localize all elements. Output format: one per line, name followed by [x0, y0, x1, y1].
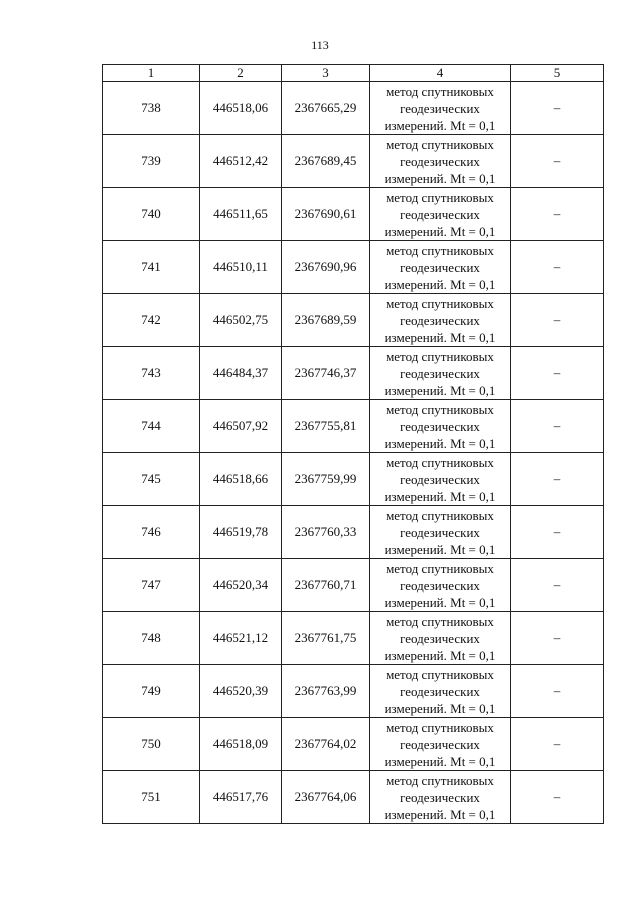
cell-x-coordinate: 446521,12	[200, 612, 282, 665]
cell-method	[370, 188, 511, 241]
method-text-line: измерений. Mt = 0,1	[384, 276, 496, 292]
method-text-line: измерений. Mt = 0,1	[384, 594, 496, 610]
cell-method	[370, 347, 511, 400]
cell-x-coordinate: 446519,78	[200, 506, 282, 559]
cell-x-coordinate: 446510,11	[200, 241, 282, 294]
method-text-line: метод спутниковых	[386, 507, 494, 523]
cell-x-coordinate: 446502,75	[200, 294, 282, 347]
cell-note: –	[511, 506, 604, 559]
cell-point-number: 740	[103, 188, 200, 241]
cell-point-number: 746	[103, 506, 200, 559]
cell-point-number: 745	[103, 453, 200, 506]
column-header-5: 5	[511, 65, 604, 82]
method-text-line: геодезических	[400, 259, 480, 275]
column-header-2: 2	[200, 65, 282, 82]
method-text-line: метод спутниковых	[386, 666, 494, 682]
cell-y-coordinate: 2367759,99	[282, 453, 370, 506]
cell-x-coordinate: 446512,42	[200, 135, 282, 188]
method-text-line: метод спутниковых	[386, 560, 494, 576]
cell-x-coordinate: 446517,76	[200, 771, 282, 824]
cell-y-coordinate: 2367689,59	[282, 294, 370, 347]
method-text-line: измерений. Mt = 0,1	[384, 700, 496, 716]
header-row	[103, 65, 604, 82]
method-text-line: измерений. Mt = 0,1	[384, 329, 496, 345]
cell-point-number: 741	[103, 241, 200, 294]
cell-method	[370, 294, 511, 347]
cell-method	[370, 665, 511, 718]
method-text-line: метод спутниковых	[386, 613, 494, 629]
method-text-line: метод спутниковых	[386, 719, 494, 735]
cell-note: –	[511, 135, 604, 188]
method-text-line: геодезических	[400, 153, 480, 169]
method-text-line: геодезических	[400, 789, 480, 805]
column-header-4: 4	[370, 65, 511, 82]
cell-y-coordinate: 2367764,02	[282, 718, 370, 771]
cell-method	[370, 559, 511, 612]
method-text-line: измерений. Mt = 0,1	[384, 541, 496, 557]
table-row	[103, 135, 604, 188]
method-text-line: измерений. Mt = 0,1	[384, 806, 496, 822]
method-text-line: измерений. Mt = 0,1	[384, 223, 496, 239]
cell-point-number: 743	[103, 347, 200, 400]
cell-y-coordinate: 2367760,71	[282, 559, 370, 612]
cell-point-number: 738	[103, 82, 200, 135]
cell-note: –	[511, 665, 604, 718]
cell-y-coordinate: 2367689,45	[282, 135, 370, 188]
cell-x-coordinate: 446518,09	[200, 718, 282, 771]
method-text-line: метод спутниковых	[386, 454, 494, 470]
method-text-line: измерений. Mt = 0,1	[384, 435, 496, 451]
cell-note: –	[511, 294, 604, 347]
cell-note: –	[511, 241, 604, 294]
cell-y-coordinate: 2367755,81	[282, 400, 370, 453]
method-text-line: метод спутниковых	[386, 401, 494, 417]
cell-point-number: 744	[103, 400, 200, 453]
cell-y-coordinate: 2367690,61	[282, 188, 370, 241]
cell-y-coordinate: 2367746,37	[282, 347, 370, 400]
cell-note: –	[511, 400, 604, 453]
method-text-line: геодезических	[400, 365, 480, 381]
cell-point-number: 739	[103, 135, 200, 188]
cell-y-coordinate: 2367764,06	[282, 771, 370, 824]
cell-method	[370, 718, 511, 771]
cell-x-coordinate: 446507,92	[200, 400, 282, 453]
cell-x-coordinate: 446518,66	[200, 453, 282, 506]
table-row	[103, 559, 604, 612]
cell-y-coordinate: 2367760,33	[282, 506, 370, 559]
table-row	[103, 506, 604, 559]
method-text-line: измерений. Mt = 0,1	[384, 117, 496, 133]
cell-note: –	[511, 612, 604, 665]
cell-method	[370, 612, 511, 665]
method-text-line: измерений. Mt = 0,1	[384, 647, 496, 663]
table-row	[103, 718, 604, 771]
method-text-line: геодезических	[400, 312, 480, 328]
column-header-3: 3	[282, 65, 370, 82]
cell-method	[370, 241, 511, 294]
table-row	[103, 665, 604, 718]
cell-point-number: 747	[103, 559, 200, 612]
cell-method	[370, 400, 511, 453]
cell-method	[370, 506, 511, 559]
coordinates-table	[102, 64, 604, 824]
method-text-line: метод спутниковых	[386, 295, 494, 311]
method-text-line: геодезических	[400, 524, 480, 540]
table-row	[103, 294, 604, 347]
method-text-line: геодезических	[400, 206, 480, 222]
cell-note: –	[511, 718, 604, 771]
method-text-line: геодезических	[400, 630, 480, 646]
cell-point-number: 749	[103, 665, 200, 718]
method-text-line: измерений. Mt = 0,1	[384, 382, 496, 398]
cell-method	[370, 771, 511, 824]
cell-y-coordinate: 2367761,75	[282, 612, 370, 665]
cell-method	[370, 453, 511, 506]
method-text-line: измерений. Mt = 0,1	[384, 170, 496, 186]
table-row	[103, 347, 604, 400]
cell-note: –	[511, 82, 604, 135]
method-text-line: метод спутниковых	[386, 772, 494, 788]
table-row	[103, 82, 604, 135]
cell-x-coordinate: 446518,06	[200, 82, 282, 135]
table-row	[103, 453, 604, 506]
cell-x-coordinate: 446520,34	[200, 559, 282, 612]
cell-y-coordinate: 2367690,96	[282, 241, 370, 294]
cell-note: –	[511, 188, 604, 241]
cell-point-number: 751	[103, 771, 200, 824]
method-text-line: метод спутниковых	[386, 189, 494, 205]
method-text-line: геодезических	[400, 418, 480, 434]
method-text-line: геодезических	[400, 683, 480, 699]
method-text-line: метод спутниковых	[386, 136, 494, 152]
table-row	[103, 188, 604, 241]
cell-x-coordinate: 446511,65	[200, 188, 282, 241]
cell-method	[370, 135, 511, 188]
method-text-line: метод спутниковых	[386, 242, 494, 258]
cell-y-coordinate: 2367665,29	[282, 82, 370, 135]
column-header-1: 1	[103, 65, 200, 82]
cell-note: –	[511, 771, 604, 824]
method-text-line: геодезических	[400, 100, 480, 116]
page-number: 113	[311, 38, 329, 52]
cell-point-number: 742	[103, 294, 200, 347]
cell-point-number: 748	[103, 612, 200, 665]
cell-note: –	[511, 559, 604, 612]
cell-x-coordinate: 446520,39	[200, 665, 282, 718]
cell-y-coordinate: 2367763,99	[282, 665, 370, 718]
cell-method	[370, 82, 511, 135]
cell-point-number: 750	[103, 718, 200, 771]
cell-note: –	[511, 347, 604, 400]
table-row	[103, 400, 604, 453]
method-text-line: геодезических	[400, 577, 480, 593]
method-text-line: метод спутниковых	[386, 83, 494, 99]
method-text-line: геодезических	[400, 471, 480, 487]
table-row	[103, 612, 604, 665]
method-text-line: измерений. Mt = 0,1	[384, 753, 496, 769]
method-text-line: метод спутниковых	[386, 348, 494, 364]
table-body	[103, 82, 604, 824]
method-text-line: измерений. Mt = 0,1	[384, 488, 496, 504]
method-text-line: геодезических	[400, 736, 480, 752]
table-row	[103, 241, 604, 294]
cell-x-coordinate: 446484,37	[200, 347, 282, 400]
table-row	[103, 771, 604, 824]
cell-note: –	[511, 453, 604, 506]
